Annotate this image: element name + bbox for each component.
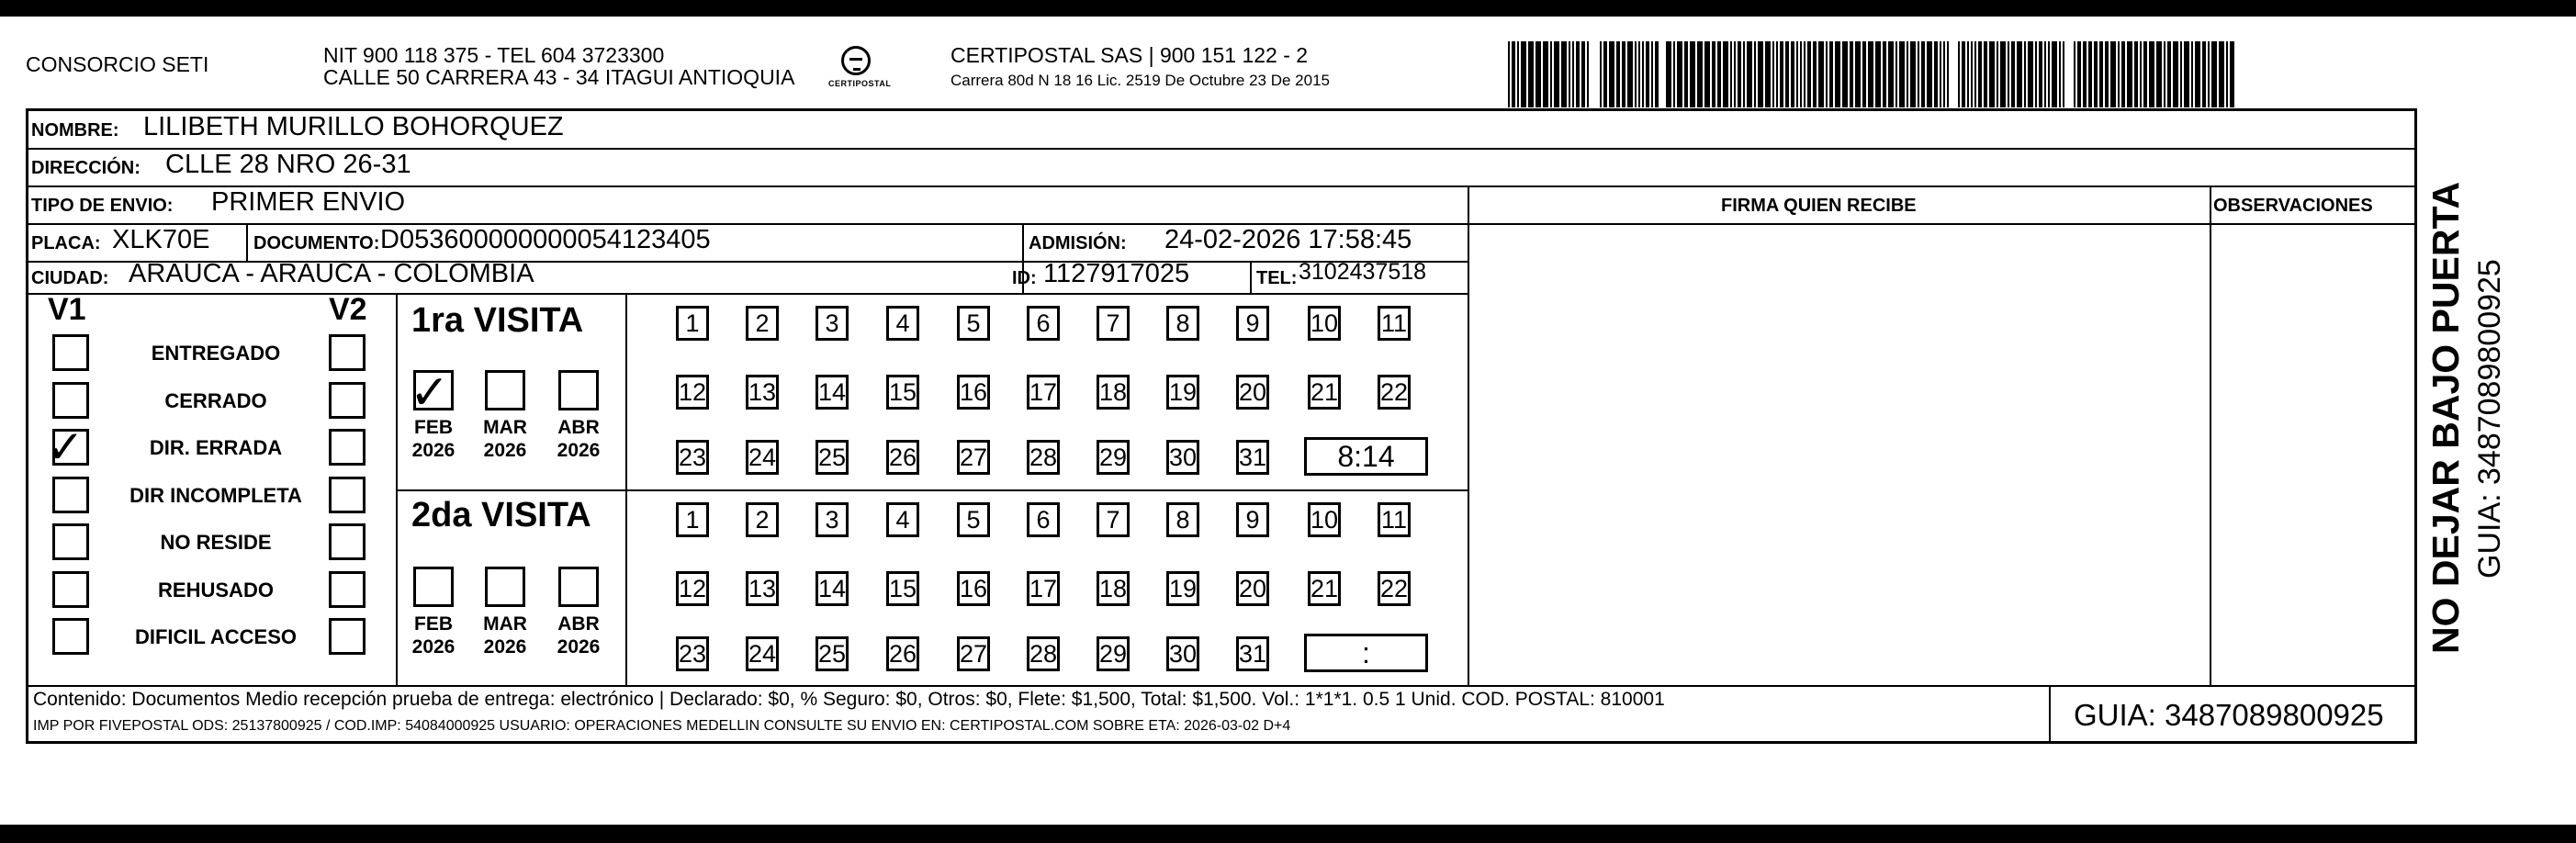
ciudad-label: CIUDAD:	[31, 268, 109, 288]
barcode-bar	[2074, 41, 2075, 107]
second-visit-day-29[interactable]: 29	[1097, 636, 1130, 671]
barcode-bar	[1835, 41, 1840, 107]
barcode-bar	[1635, 41, 1637, 107]
barcode-bar	[1862, 41, 1866, 107]
barcode-bar	[1962, 41, 1965, 107]
status-v1-checkbox[interactable]	[52, 477, 89, 513]
barcode-bar	[1855, 41, 1861, 107]
firma-column-line	[1468, 185, 1469, 687]
cell-divider	[1250, 261, 1252, 293]
footer-divider	[28, 685, 2416, 687]
barcode-bar	[1804, 41, 1805, 107]
barcode-bar	[1642, 41, 1644, 107]
barcode-bar	[1587, 41, 1589, 107]
side-warning: NO DEJAR BAJO PUERTA	[2424, 181, 2467, 654]
second-visit-day-16[interactable]: 16	[957, 571, 990, 606]
barcode-bar	[1677, 41, 1682, 107]
barcode-bar	[1967, 41, 1969, 107]
second-visit-month-checkbox[interactable]	[413, 567, 454, 607]
status-label: DIFICIL ACCESO	[134, 625, 297, 648]
barcode-bar	[2035, 41, 2037, 107]
first-visit-year-label: 2026	[483, 440, 527, 461]
barcode-bar	[1943, 41, 1945, 107]
barcode-bar	[2167, 41, 2171, 107]
first-visit-month-checkbox[interactable]	[485, 370, 525, 410]
second-visit-day-28[interactable]: 28	[1027, 636, 1060, 671]
barcode-bar	[2028, 41, 2033, 107]
status-v1-checkbox[interactable]	[52, 382, 89, 419]
second-visit-day-4[interactable]: 4	[886, 502, 919, 537]
barcode-bar	[1600, 41, 1602, 107]
second-visit-day-23[interactable]: 23	[676, 636, 709, 671]
id-label: ID:	[1012, 268, 1037, 288]
logo-text: CERTIPOSTAL	[828, 79, 892, 88]
barcode-bar	[2039, 41, 2042, 107]
first-visit-day-5[interactable]: 5	[957, 306, 990, 341]
barcode-bar	[2088, 41, 2092, 107]
barcode-bar	[1875, 41, 1881, 107]
barcode-bar	[1697, 41, 1703, 107]
first-visit-day-13[interactable]: 13	[746, 375, 779, 410]
barcode-bar	[2226, 41, 2228, 107]
admision-value: 24-02-2026 17:58:45	[1164, 225, 1412, 254]
barcode-bar	[1785, 41, 1789, 107]
barcode-bar	[1934, 41, 1938, 107]
barcode-bar	[1940, 41, 1941, 107]
second-visit-day-12[interactable]: 12	[676, 571, 709, 606]
second-visit-day-27[interactable]: 27	[957, 636, 990, 671]
first-visit-day-19[interactable]: 19	[1166, 375, 1199, 410]
status-label: ENTREGADO	[151, 342, 281, 365]
second-visit-day-11[interactable]: 11	[1378, 502, 1411, 537]
observaciones-column-line	[2210, 185, 2211, 687]
first-visit-day-1[interactable]: 1	[676, 306, 709, 341]
first-visit-day-17[interactable]: 17	[1027, 375, 1060, 410]
barcode	[1504, 41, 2234, 107]
barcode-bar	[1690, 41, 1695, 107]
documento-label: DOCUMENTO:	[253, 233, 380, 253]
id-value: 1127917025	[1043, 259, 1190, 288]
second-visit-day-20[interactable]: 20	[1236, 571, 1269, 606]
barcode-bar	[1958, 41, 1960, 107]
barcode-bar	[1550, 41, 1552, 107]
second-visit-day-30[interactable]: 30	[1166, 636, 1199, 671]
barcode-bar	[2048, 41, 2050, 107]
v1-check-mark-icon: ✓	[46, 421, 84, 474]
barcode-bar	[1603, 41, 1607, 107]
barcode-bar	[2184, 41, 2189, 107]
barcode-bar	[1758, 41, 1763, 107]
barcode-bar	[1850, 41, 1853, 107]
barcode-bar	[1517, 41, 1519, 107]
barcode-bar	[1780, 41, 1783, 107]
barcode-bar	[2118, 41, 2120, 107]
first-visit-day-14[interactable]: 14	[816, 375, 849, 410]
barcode-bar	[1609, 41, 1614, 107]
first-visit-year-label: 2026	[411, 440, 456, 461]
visit-divider	[396, 489, 1468, 491]
barcode-bar	[1754, 41, 1756, 107]
barcode-bar	[1616, 41, 1620, 107]
first-visit-year-label: 2026	[557, 440, 601, 461]
barcode-bar	[2149, 41, 2154, 107]
barcode-bar	[2211, 41, 2217, 107]
barcode-bar	[1554, 41, 1559, 107]
barcode-bar	[1730, 41, 1732, 107]
first-visit-day-29[interactable]: 29	[1097, 440, 1130, 475]
barcode-bar	[2191, 41, 2193, 107]
barcode-bar	[1800, 41, 1802, 107]
barcode-bar	[1734, 41, 1736, 107]
second-visit-month-label: FEB	[414, 613, 453, 635]
company-name: CONSORCIO SETI	[26, 52, 209, 76]
barcode-bar	[2044, 41, 2046, 107]
first-visit-day-20[interactable]: 20	[1236, 375, 1269, 410]
second-visit-year-label: 2026	[483, 636, 527, 658]
barcode-bar	[2208, 41, 2210, 107]
bottom-black-band	[0, 825, 2576, 843]
barcode-bar	[2059, 41, 2061, 107]
second-visit-day-19[interactable]: 19	[1166, 571, 1199, 606]
status-v2-checkbox[interactable]	[329, 571, 366, 608]
first-visit-day-21[interactable]: 21	[1308, 375, 1341, 410]
barcode-bar	[1738, 41, 1741, 107]
first-visit-day-24[interactable]: 24	[746, 440, 779, 475]
guia-divider	[2049, 685, 2051, 744]
barcode-bar	[1646, 41, 1649, 107]
second-visit-day-13[interactable]: 13	[746, 571, 779, 606]
barcode-bar	[2017, 41, 2022, 107]
row-divider	[28, 293, 1468, 295]
first-visit-day-23[interactable]: 23	[676, 440, 709, 475]
observaciones-header: OBSERVACIONES	[2213, 196, 2373, 216]
barcode-bar	[1895, 41, 1897, 107]
second-visit-day-9[interactable]: 9	[1236, 502, 1269, 537]
second-visit-year-label: 2026	[411, 636, 456, 658]
tel-value: 3102437518	[1299, 259, 1427, 285]
barcode-bar	[1818, 41, 1824, 107]
barcode-bar	[1907, 41, 1908, 107]
second-visit-day-10[interactable]: 10	[1308, 502, 1341, 537]
tipo-envio-label: TIPO DE ENVIO:	[31, 196, 174, 216]
second-visit-day-5[interactable]: 5	[957, 502, 990, 537]
barcode-bar	[1655, 41, 1659, 107]
barcode-bar	[1868, 41, 1873, 107]
barcode-bar	[2195, 41, 2200, 107]
v1-header: V1	[48, 292, 86, 327]
barcode-bar	[2063, 41, 2064, 107]
barcode-bar	[1561, 41, 1567, 107]
barcode-bar	[1978, 41, 1982, 107]
first-visit-month-check-icon: ✓	[410, 365, 450, 421]
barcode-bar	[1888, 41, 1894, 107]
barcode-bar	[1569, 41, 1570, 107]
second-visit-day-1[interactable]: 1	[676, 502, 709, 537]
second-visit-month-label: MAR	[483, 613, 527, 635]
barcode-bar	[1829, 41, 1833, 107]
second-visit-day-7[interactable]: 7	[1097, 502, 1130, 537]
second-visit-day-8[interactable]: 8	[1166, 502, 1199, 537]
barcode-bar	[2230, 41, 2234, 107]
barcode-bar	[1921, 41, 1925, 107]
barcode-bar	[2164, 41, 2165, 107]
barcode-bar	[1910, 41, 1916, 107]
address-line: CALLE 50 CARRERA 43 - 34 ITAGUI ANTIOQUIA	[323, 65, 795, 89]
first-visit-time[interactable]: 8:14	[1304, 437, 1428, 476]
barcode-bar	[2083, 41, 2087, 107]
tel-label: TEL:	[1256, 268, 1298, 288]
nit-line: NIT 900 118 375 - TEL 604 3723300	[323, 43, 665, 67]
second-visit-day-18[interactable]: 18	[1097, 571, 1130, 606]
second-visit-year-label: 2026	[557, 636, 601, 658]
barcode-bar	[2180, 41, 2182, 107]
status-v1-checkbox[interactable]	[52, 334, 89, 371]
barcode-bar	[1765, 41, 1771, 107]
first-visit-day-31[interactable]: 31	[1236, 440, 1269, 475]
second-visit-month-checkbox[interactable]	[558, 567, 599, 607]
status-divider	[396, 293, 398, 686]
documento-value: D053600000000054123405	[380, 225, 711, 254]
barcode-bar	[2099, 41, 2103, 107]
barcode-bar	[1807, 41, 1811, 107]
barcode-bar	[1899, 41, 1905, 107]
certipostal-logo-icon	[841, 46, 871, 75]
barcode-bar	[1572, 41, 1574, 107]
first-visit-day-7[interactable]: 7	[1097, 306, 1130, 341]
barcode-bar	[1743, 41, 1745, 107]
barcode-bar	[1521, 41, 1526, 107]
status-v2-checkbox[interactable]	[329, 382, 366, 419]
barcode-bar	[2011, 41, 2015, 107]
status-v2-checkbox[interactable]	[329, 429, 366, 466]
barcode-bar	[1997, 41, 1998, 107]
placa-value: XLK70E	[112, 225, 210, 254]
barcode-bar	[2094, 41, 2098, 107]
barcode-bar	[1984, 41, 1987, 107]
second-visit-day-24[interactable]: 24	[746, 636, 779, 671]
barcode-bar	[1883, 41, 1886, 107]
second-visit-month-checkbox[interactable]	[485, 567, 525, 607]
direccion-label: DIRECCIÓN:	[31, 158, 141, 178]
barcode-bar	[1791, 41, 1794, 107]
first-visit-day-12[interactable]: 12	[676, 375, 709, 410]
barcode-bar	[2156, 41, 2162, 107]
barcode-bar	[2077, 41, 2081, 107]
barcode-bar	[1627, 41, 1633, 107]
side-guia: GUIA: 3487089800925	[2472, 259, 2507, 579]
second-visit-day-26[interactable]: 26	[886, 636, 919, 671]
barcode-bar	[1638, 41, 1640, 107]
top-black-band	[0, 0, 2576, 17]
guia-footer: GUIA: 3487089800925	[2074, 698, 2384, 732]
first-visit-day-11[interactable]: 11	[1378, 306, 1411, 341]
first-visit-month-checkbox[interactable]	[558, 370, 599, 410]
barcode-bar	[2052, 41, 2057, 107]
barcode-bar	[1666, 41, 1671, 107]
second-visit-month-label: ABR	[557, 613, 600, 635]
barcode-bar	[1971, 41, 1973, 107]
barcode-bar	[1712, 41, 1715, 107]
barcode-bar	[1842, 41, 1848, 107]
v2-header: V2	[329, 292, 367, 327]
barcode-bar	[1826, 41, 1828, 107]
barcode-bar	[1673, 41, 1675, 107]
admision-label: ADMISIÓN:	[1029, 233, 1127, 253]
barcode-bar	[1918, 41, 1919, 107]
first-visit-month-label: FEB	[414, 417, 453, 438]
nombre-label: NOMBRE:	[31, 120, 119, 140]
nombre-value: LILIBETH MURILLO BOHORQUEZ	[143, 112, 564, 141]
first-visit-day-26[interactable]: 26	[886, 440, 919, 475]
first-visit-month-label: MAR	[483, 417, 527, 438]
barcode-bar	[1684, 41, 1688, 107]
first-visit-day-3[interactable]: 3	[816, 306, 849, 341]
imp-line: IMP POR FIVEPOSTAL ODS: 25137800925 / COD.IMP: 54084000925 USUARIO: OPERACIONES MEDELLIN CONSULTE SU ENVIO EN: CERTIPOSTAL.COM SOBRE ETA: 2026-03-02 D+4	[33, 718, 1291, 734]
barcode-bar	[1512, 41, 1515, 107]
first-visit-day-18[interactable]: 18	[1097, 375, 1130, 410]
month-divider	[625, 293, 627, 686]
barcode-bar	[2008, 41, 2009, 107]
barcode-bar	[2134, 41, 2138, 107]
second-visit-time[interactable]: :	[1304, 634, 1428, 672]
courier-line: CERTIPOSTAL SAS | 900 151 122 - 2	[951, 43, 1309, 67]
barcode-bar	[1704, 41, 1710, 107]
first-visit-day-22[interactable]: 22	[1378, 375, 1411, 410]
barcode-bar	[2140, 41, 2142, 107]
first-visit-day-10[interactable]: 10	[1308, 306, 1341, 341]
second-visit-day-15[interactable]: 15	[886, 571, 919, 606]
placa-label: PLACA:	[31, 233, 101, 253]
barcode-bar	[1581, 41, 1585, 107]
first-visit-day-25[interactable]: 25	[816, 440, 849, 475]
barcode-bar	[1723, 41, 1728, 107]
barcode-bar	[2110, 41, 2116, 107]
barcode-bar	[2202, 41, 2206, 107]
first-visit-day-2[interactable]: 2	[746, 306, 779, 341]
ciudad-value: ARAUCA - ARAUCA - COLOMBIA	[129, 259, 534, 288]
second-visit-title: 2da VISITA	[411, 496, 591, 534]
first-visit-day-28[interactable]: 28	[1027, 440, 1060, 475]
first-visit-day-30[interactable]: 30	[1166, 440, 1199, 475]
barcode-bar	[1528, 41, 1534, 107]
firma-header: FIRMA QUIEN RECIBE	[1721, 196, 1917, 216]
barcode-bar	[2219, 41, 2224, 107]
barcode-bar	[1717, 41, 1721, 107]
second-visit-day-25[interactable]: 25	[816, 636, 849, 671]
second-visit-day-3[interactable]: 3	[816, 502, 849, 537]
barcode-bar	[2127, 41, 2132, 107]
cell-divider	[246, 223, 248, 262]
barcode-bar	[1796, 41, 1798, 107]
first-visit-day-4[interactable]: 4	[886, 306, 919, 341]
status-label: REHUSADO	[158, 578, 274, 601]
first-visit-month-label: ABR	[557, 417, 600, 438]
barcode-bar	[2024, 41, 2026, 107]
status-label: CERRADO	[164, 388, 267, 412]
second-visit-day-14[interactable]: 14	[816, 571, 849, 606]
barcode-bar	[1772, 41, 1774, 107]
second-visit-day-17[interactable]: 17	[1027, 571, 1060, 606]
barcode-bar	[2143, 41, 2147, 107]
second-visit-day-2[interactable]: 2	[746, 502, 779, 537]
barcode-bar	[1622, 41, 1625, 107]
second-visit-day-6[interactable]: 6	[1027, 502, 1060, 537]
barcode-bar	[1974, 41, 1976, 107]
status-v2-checkbox[interactable]	[329, 477, 366, 513]
barcode-bar	[2173, 41, 2178, 107]
barcode-bar	[1776, 41, 1778, 107]
first-visit-title: 1ra VISITA	[411, 301, 584, 340]
status-v2-checkbox[interactable]	[329, 523, 366, 560]
status-label: NO RESIDE	[160, 531, 272, 554]
direccion-value: CLLE 28 NRO 26-31	[165, 150, 411, 179]
license-line: Carrera 80d N 18 16 Lic. 2519 De Octubre 23 De 2015	[951, 72, 1330, 89]
barcode-bar	[1989, 41, 1995, 107]
status-label: DIR. ERRADA	[149, 436, 283, 459]
barcode-bar	[1508, 41, 1510, 107]
first-visit-day-6[interactable]: 6	[1027, 306, 1060, 341]
barcode-bar	[1535, 41, 1541, 107]
status-v2-checkbox[interactable]	[329, 334, 366, 371]
barcode-bar	[1576, 41, 1580, 107]
contenido-line: Contenido: Documentos Medio recepción prueba de entrega: electrónico | Declarado: $0, % Seguro: $0, Otros: $0, Flete: $1,500, Total: $1,500. Vol.: 1*1*1. 0.5 1 Unid. COD. POSTAL: 810001	[33, 689, 1665, 710]
status-v1-checkbox[interactable]	[52, 571, 89, 608]
status-v2-checkbox[interactable]	[329, 618, 366, 655]
barcode-bar	[2000, 41, 2006, 107]
first-visit-day-15[interactable]: 15	[886, 375, 919, 410]
barcode-bar	[1747, 41, 1752, 107]
second-visit-day-21[interactable]: 21	[1308, 571, 1341, 606]
barcode-bar	[1947, 41, 1949, 107]
barcode-bar	[1813, 41, 1817, 107]
barcode-bar	[2121, 41, 2125, 107]
tipo-envio-value: PRIMER ENVIO	[211, 187, 406, 217]
status-label: DIR INCOMPLETA	[129, 483, 302, 507]
first-visit-day-8[interactable]: 8	[1166, 306, 1199, 341]
status-v1-checkbox[interactable]	[52, 618, 89, 655]
first-visit-day-9[interactable]: 9	[1236, 306, 1269, 341]
barcode-bar	[2105, 41, 2109, 107]
second-visit-day-31[interactable]: 31	[1236, 636, 1269, 671]
barcode-bar	[1927, 41, 1932, 107]
second-visit-day-22[interactable]: 22	[1378, 571, 1411, 606]
first-visit-day-27[interactable]: 27	[957, 440, 990, 475]
first-visit-day-16[interactable]: 16	[957, 375, 990, 410]
status-v1-checkbox[interactable]	[52, 523, 89, 560]
barcode-bar	[1543, 41, 1548, 107]
barcode-bar	[1651, 41, 1653, 107]
